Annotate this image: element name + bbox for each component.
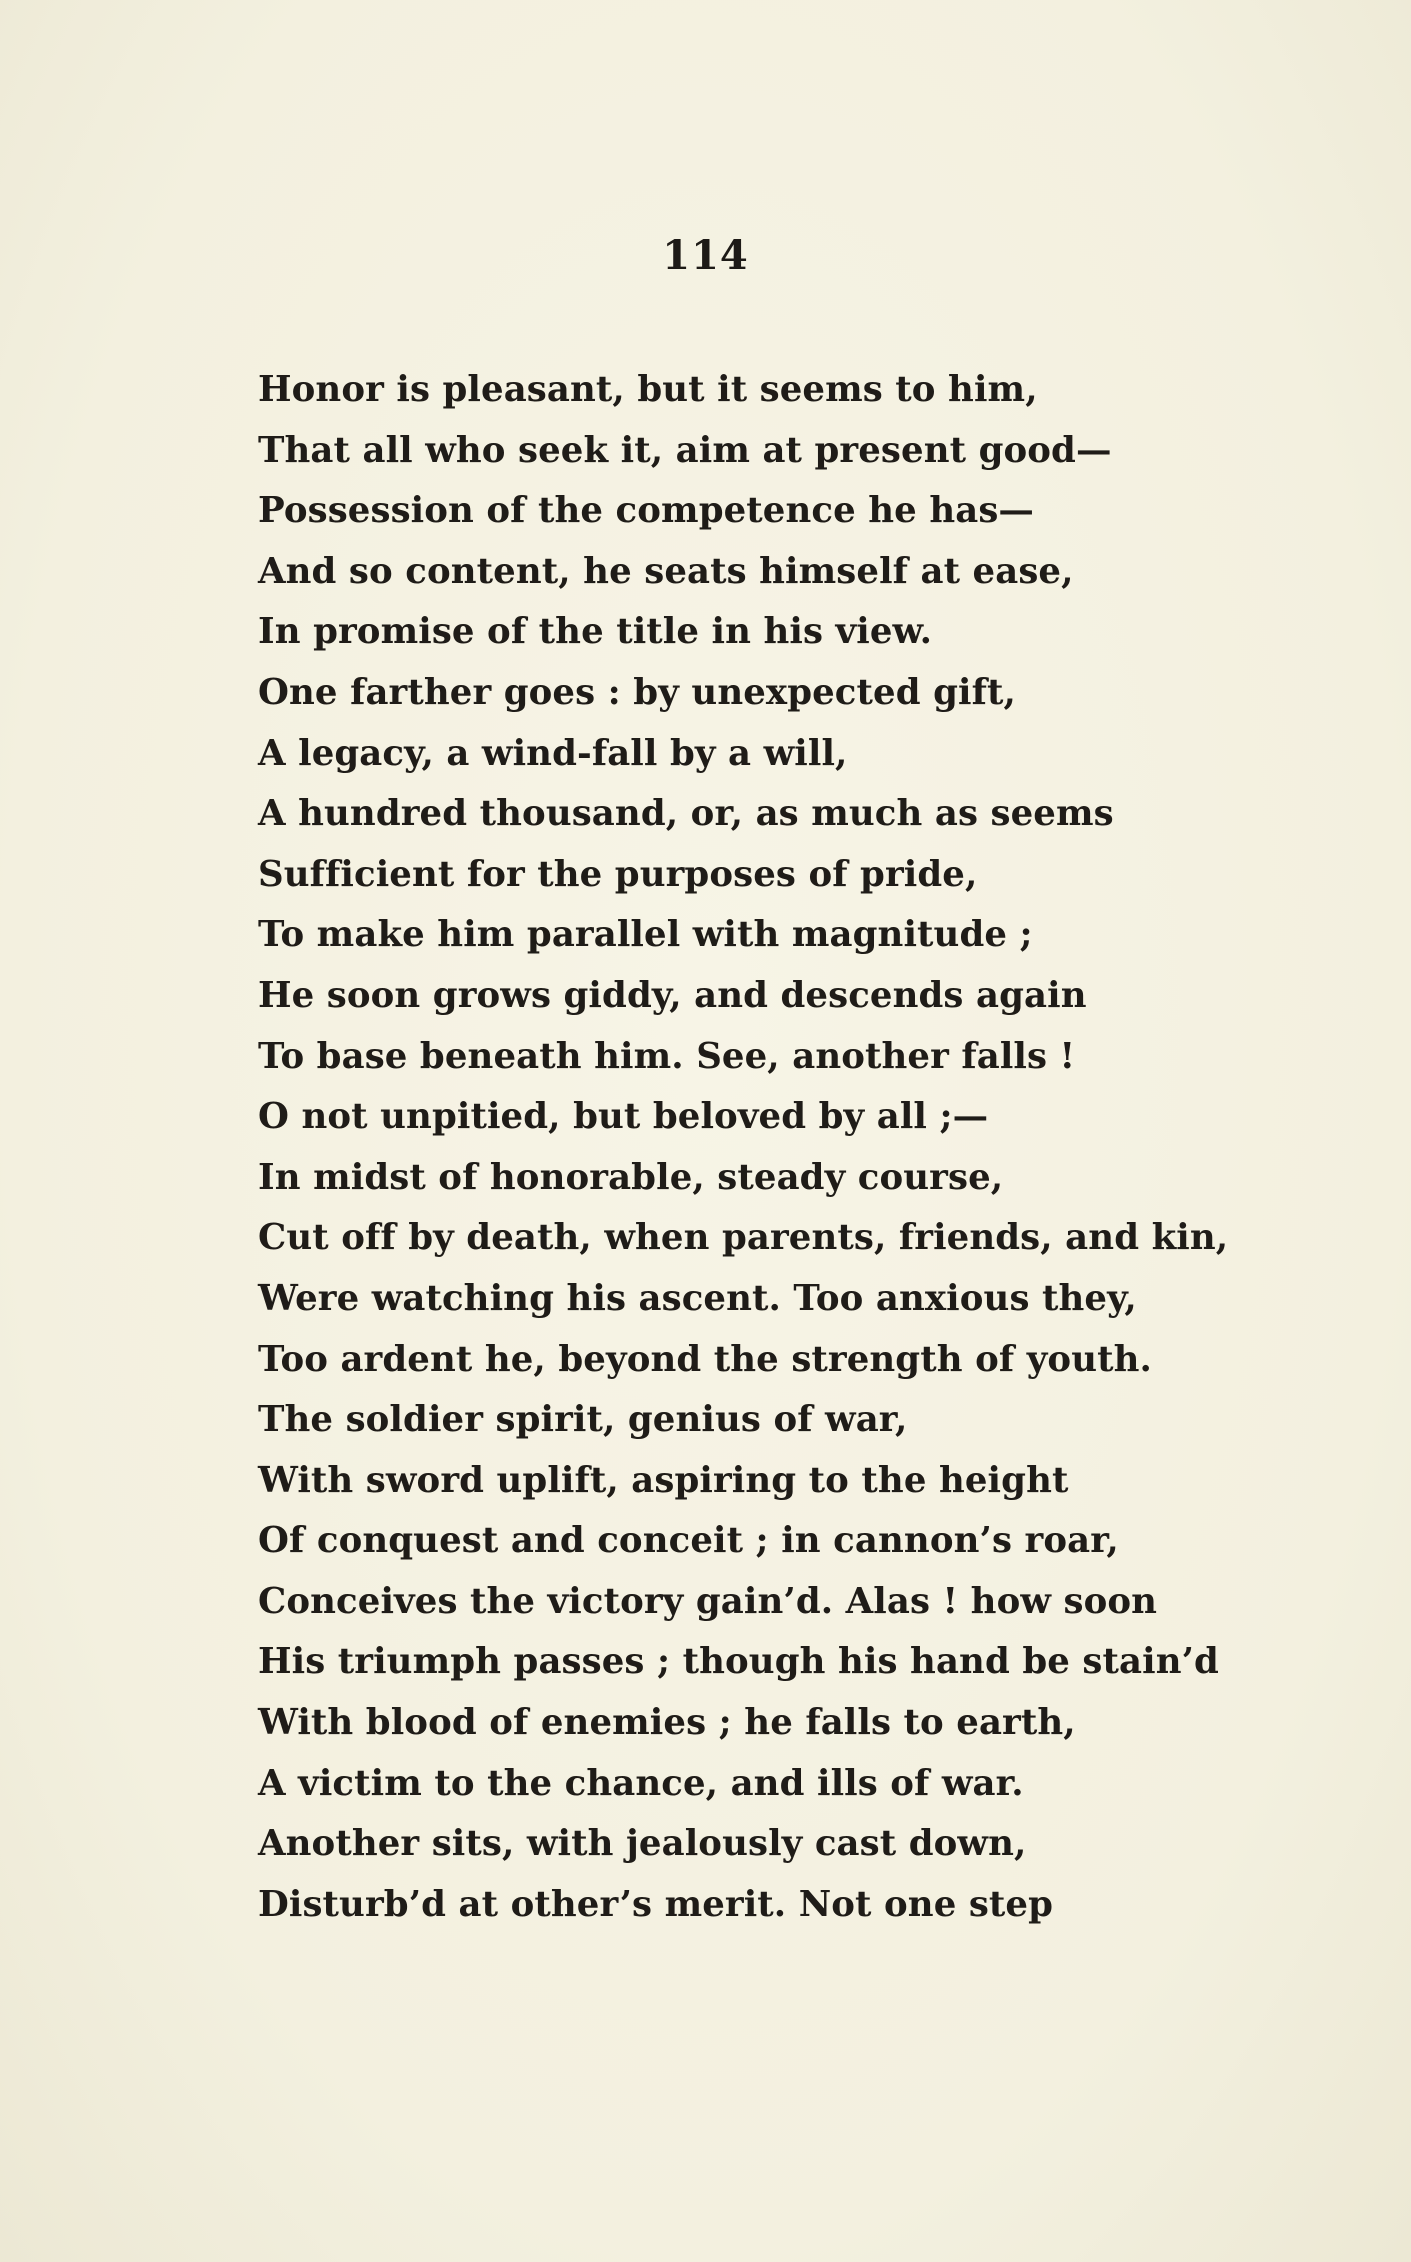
poem-line: A legacy, a wind-fall by a will, xyxy=(258,732,848,774)
poem-line: In midst of honorable, steady course, xyxy=(258,1156,1004,1198)
poem-line: That all who seek it, aim at present good— xyxy=(258,429,1112,471)
poem-line: A hundred thousand, or, as much as seems xyxy=(258,793,1114,835)
poem-line: The soldier spirit, genius of war, xyxy=(258,1399,908,1441)
page-number: 114 xyxy=(662,232,749,279)
poem-line: A victim to the chance, and ills of war. xyxy=(258,1762,1024,1804)
poem-line: Cut off by death, when parents, friends, and kin, xyxy=(258,1217,1229,1259)
poem-line: Too ardent he, beyond the strength of youth. xyxy=(258,1338,1152,1380)
poem-line: And so content, he seats himself at ease, xyxy=(258,550,1074,592)
poem-line: Were watching his ascent. Too anxious they, xyxy=(258,1277,1137,1319)
poem-line: To make him parallel with magnitude ; xyxy=(258,914,1033,956)
poem-line: O not unpitied, but beloved by all ;— xyxy=(258,1096,989,1138)
poem-line: To base beneath him. See, another falls ! xyxy=(258,1035,1076,1077)
poem-line: His triumph passes ; though his hand be stain’d xyxy=(258,1641,1219,1683)
poem-line: With blood of enemies ; he falls to earth, xyxy=(258,1702,1076,1744)
poem-line: Conceives the victory gain’d. Alas ! how soon xyxy=(258,1580,1158,1622)
poem-line: Of conquest and conceit ; in cannon’s roar, xyxy=(258,1520,1119,1562)
poem-line: Another sits, with jealously cast down, xyxy=(258,1823,1027,1865)
poem-line: Possession of the competence he has— xyxy=(258,490,1035,532)
poem-text xyxy=(258,360,1318,1935)
poem-line: One farther goes : by unexpected gift, xyxy=(258,671,1016,713)
poem-line: He soon grows giddy, and descends again xyxy=(258,974,1087,1016)
poem-line: Sufficient for the purposes of pride, xyxy=(258,853,978,895)
poem-line: Honor is pleasant, but it seems to him, xyxy=(258,369,1038,410)
poem-line: Disturb’d at other’s merit. Not one step xyxy=(258,1883,1054,1925)
poem-line: With sword uplift, aspiring to the height xyxy=(258,1459,1069,1501)
poem-line: In promise of the title in his view. xyxy=(258,611,933,653)
